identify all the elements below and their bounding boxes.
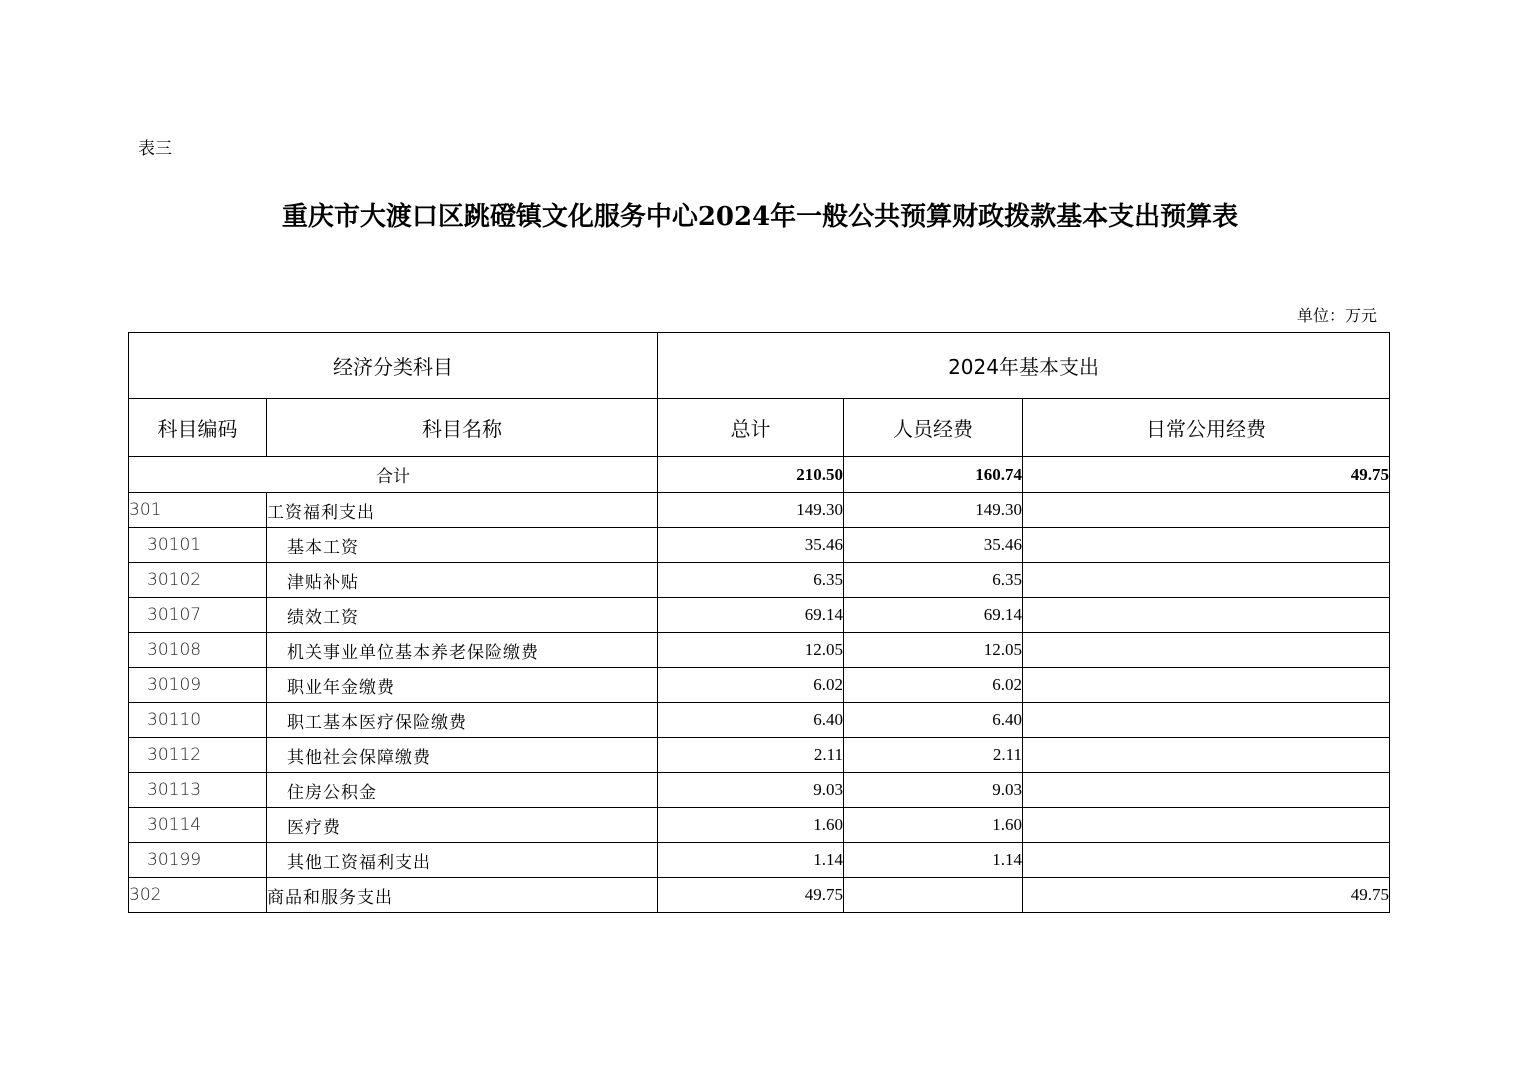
cell-public: 49.75 [1023, 878, 1390, 913]
total-total: 210.50 [658, 457, 844, 493]
header-total: 总计 [658, 399, 844, 457]
table-row [129, 563, 1390, 598]
cell-name: 职业年金缴费 [267, 668, 658, 703]
cell-name: 基本工资 [267, 528, 658, 563]
cell-code: 30107 [129, 598, 267, 633]
cell-code: 302 [129, 878, 267, 913]
header-row-columns [129, 399, 1390, 457]
total-label: 合计 [129, 457, 658, 493]
cell-public [1023, 808, 1390, 843]
cell-name: 商品和服务支出 [267, 878, 658, 913]
header-name: 科目名称 [267, 399, 658, 457]
header-row-group [129, 333, 1390, 399]
cell-total: 69.14 [658, 598, 844, 633]
cell-name: 其他社会保障缴费 [267, 738, 658, 773]
cell-personnel [844, 878, 1023, 913]
cell-total: 1.14 [658, 843, 844, 878]
cell-total: 9.03 [658, 773, 844, 808]
cell-personnel: 9.03 [844, 773, 1023, 808]
cell-public [1023, 668, 1390, 703]
cell-code: 30109 [129, 668, 267, 703]
cell-name: 职工基本医疗保险缴费 [267, 703, 658, 738]
total-personnel: 160.74 [844, 457, 1023, 493]
cell-code: 30113 [129, 773, 267, 808]
cell-code: 301 [129, 493, 267, 528]
table-row [129, 633, 1390, 668]
table-row [129, 773, 1390, 808]
cell-total: 6.35 [658, 563, 844, 598]
cell-personnel: 149.30 [844, 493, 1023, 528]
cell-public [1023, 633, 1390, 668]
table-row [129, 668, 1390, 703]
cell-public [1023, 703, 1390, 738]
cell-personnel: 69.14 [844, 598, 1023, 633]
total-row [129, 457, 1390, 493]
page-title: 重庆市大渡口区跳磴镇文化服务中心2024年一般公共预算财政拨款基本支出预算表 [281, 202, 1239, 232]
cell-code: 30114 [129, 808, 267, 843]
cell-code: 30199 [129, 843, 267, 878]
header-public: 日常公用经费 [1023, 399, 1390, 457]
table-row [129, 528, 1390, 563]
header-personnel: 人员经费 [844, 399, 1023, 457]
header-basic-expenditure: 2024年基本支出 [658, 333, 1390, 399]
cell-public [1023, 493, 1390, 528]
cell-code: 30110 [129, 703, 267, 738]
cell-personnel: 35.46 [844, 528, 1023, 563]
cell-public [1023, 563, 1390, 598]
table-row [129, 843, 1390, 878]
unit-label: 单位：万元 [1296, 306, 1377, 325]
cell-personnel: 2.11 [844, 738, 1023, 773]
total-public: 49.75 [1023, 457, 1390, 493]
cell-total: 49.75 [658, 878, 844, 913]
cell-public [1023, 773, 1390, 808]
cell-name: 津贴补贴 [267, 563, 658, 598]
cell-total: 6.40 [658, 703, 844, 738]
cell-total: 6.02 [658, 668, 844, 703]
cell-public [1023, 528, 1390, 563]
table-label: 表三 [138, 139, 172, 159]
table-row [129, 878, 1390, 913]
cell-name: 医疗费 [267, 808, 658, 843]
cell-public [1023, 843, 1390, 878]
cell-total: 12.05 [658, 633, 844, 668]
cell-public [1023, 738, 1390, 773]
cell-total: 149.30 [658, 493, 844, 528]
cell-total: 1.60 [658, 808, 844, 843]
table-row [129, 738, 1390, 773]
cell-personnel: 6.40 [844, 703, 1023, 738]
cell-name: 其他工资福利支出 [267, 843, 658, 878]
cell-name: 绩效工资 [267, 598, 658, 633]
table-row [129, 598, 1390, 633]
header-code: 科目编码 [129, 399, 267, 457]
cell-code: 30108 [129, 633, 267, 668]
cell-personnel: 1.60 [844, 808, 1023, 843]
cell-name: 工资福利支出 [267, 493, 658, 528]
cell-personnel: 12.05 [844, 633, 1023, 668]
cell-code: 30101 [129, 528, 267, 563]
table-row [129, 808, 1390, 843]
cell-name: 住房公积金 [267, 773, 658, 808]
table-row [129, 703, 1390, 738]
cell-personnel: 1.14 [844, 843, 1023, 878]
cell-total: 35.46 [658, 528, 844, 563]
cell-total: 2.11 [658, 738, 844, 773]
cell-personnel: 6.35 [844, 563, 1023, 598]
cell-name: 机关事业单位基本养老保险缴费 [267, 633, 658, 668]
cell-personnel: 6.02 [844, 668, 1023, 703]
cell-public [1023, 598, 1390, 633]
table-row [129, 493, 1390, 528]
budget-table [128, 332, 1390, 913]
header-economic-category: 经济分类科目 [129, 333, 658, 399]
cell-code: 30102 [129, 563, 267, 598]
cell-code: 30112 [129, 738, 267, 773]
